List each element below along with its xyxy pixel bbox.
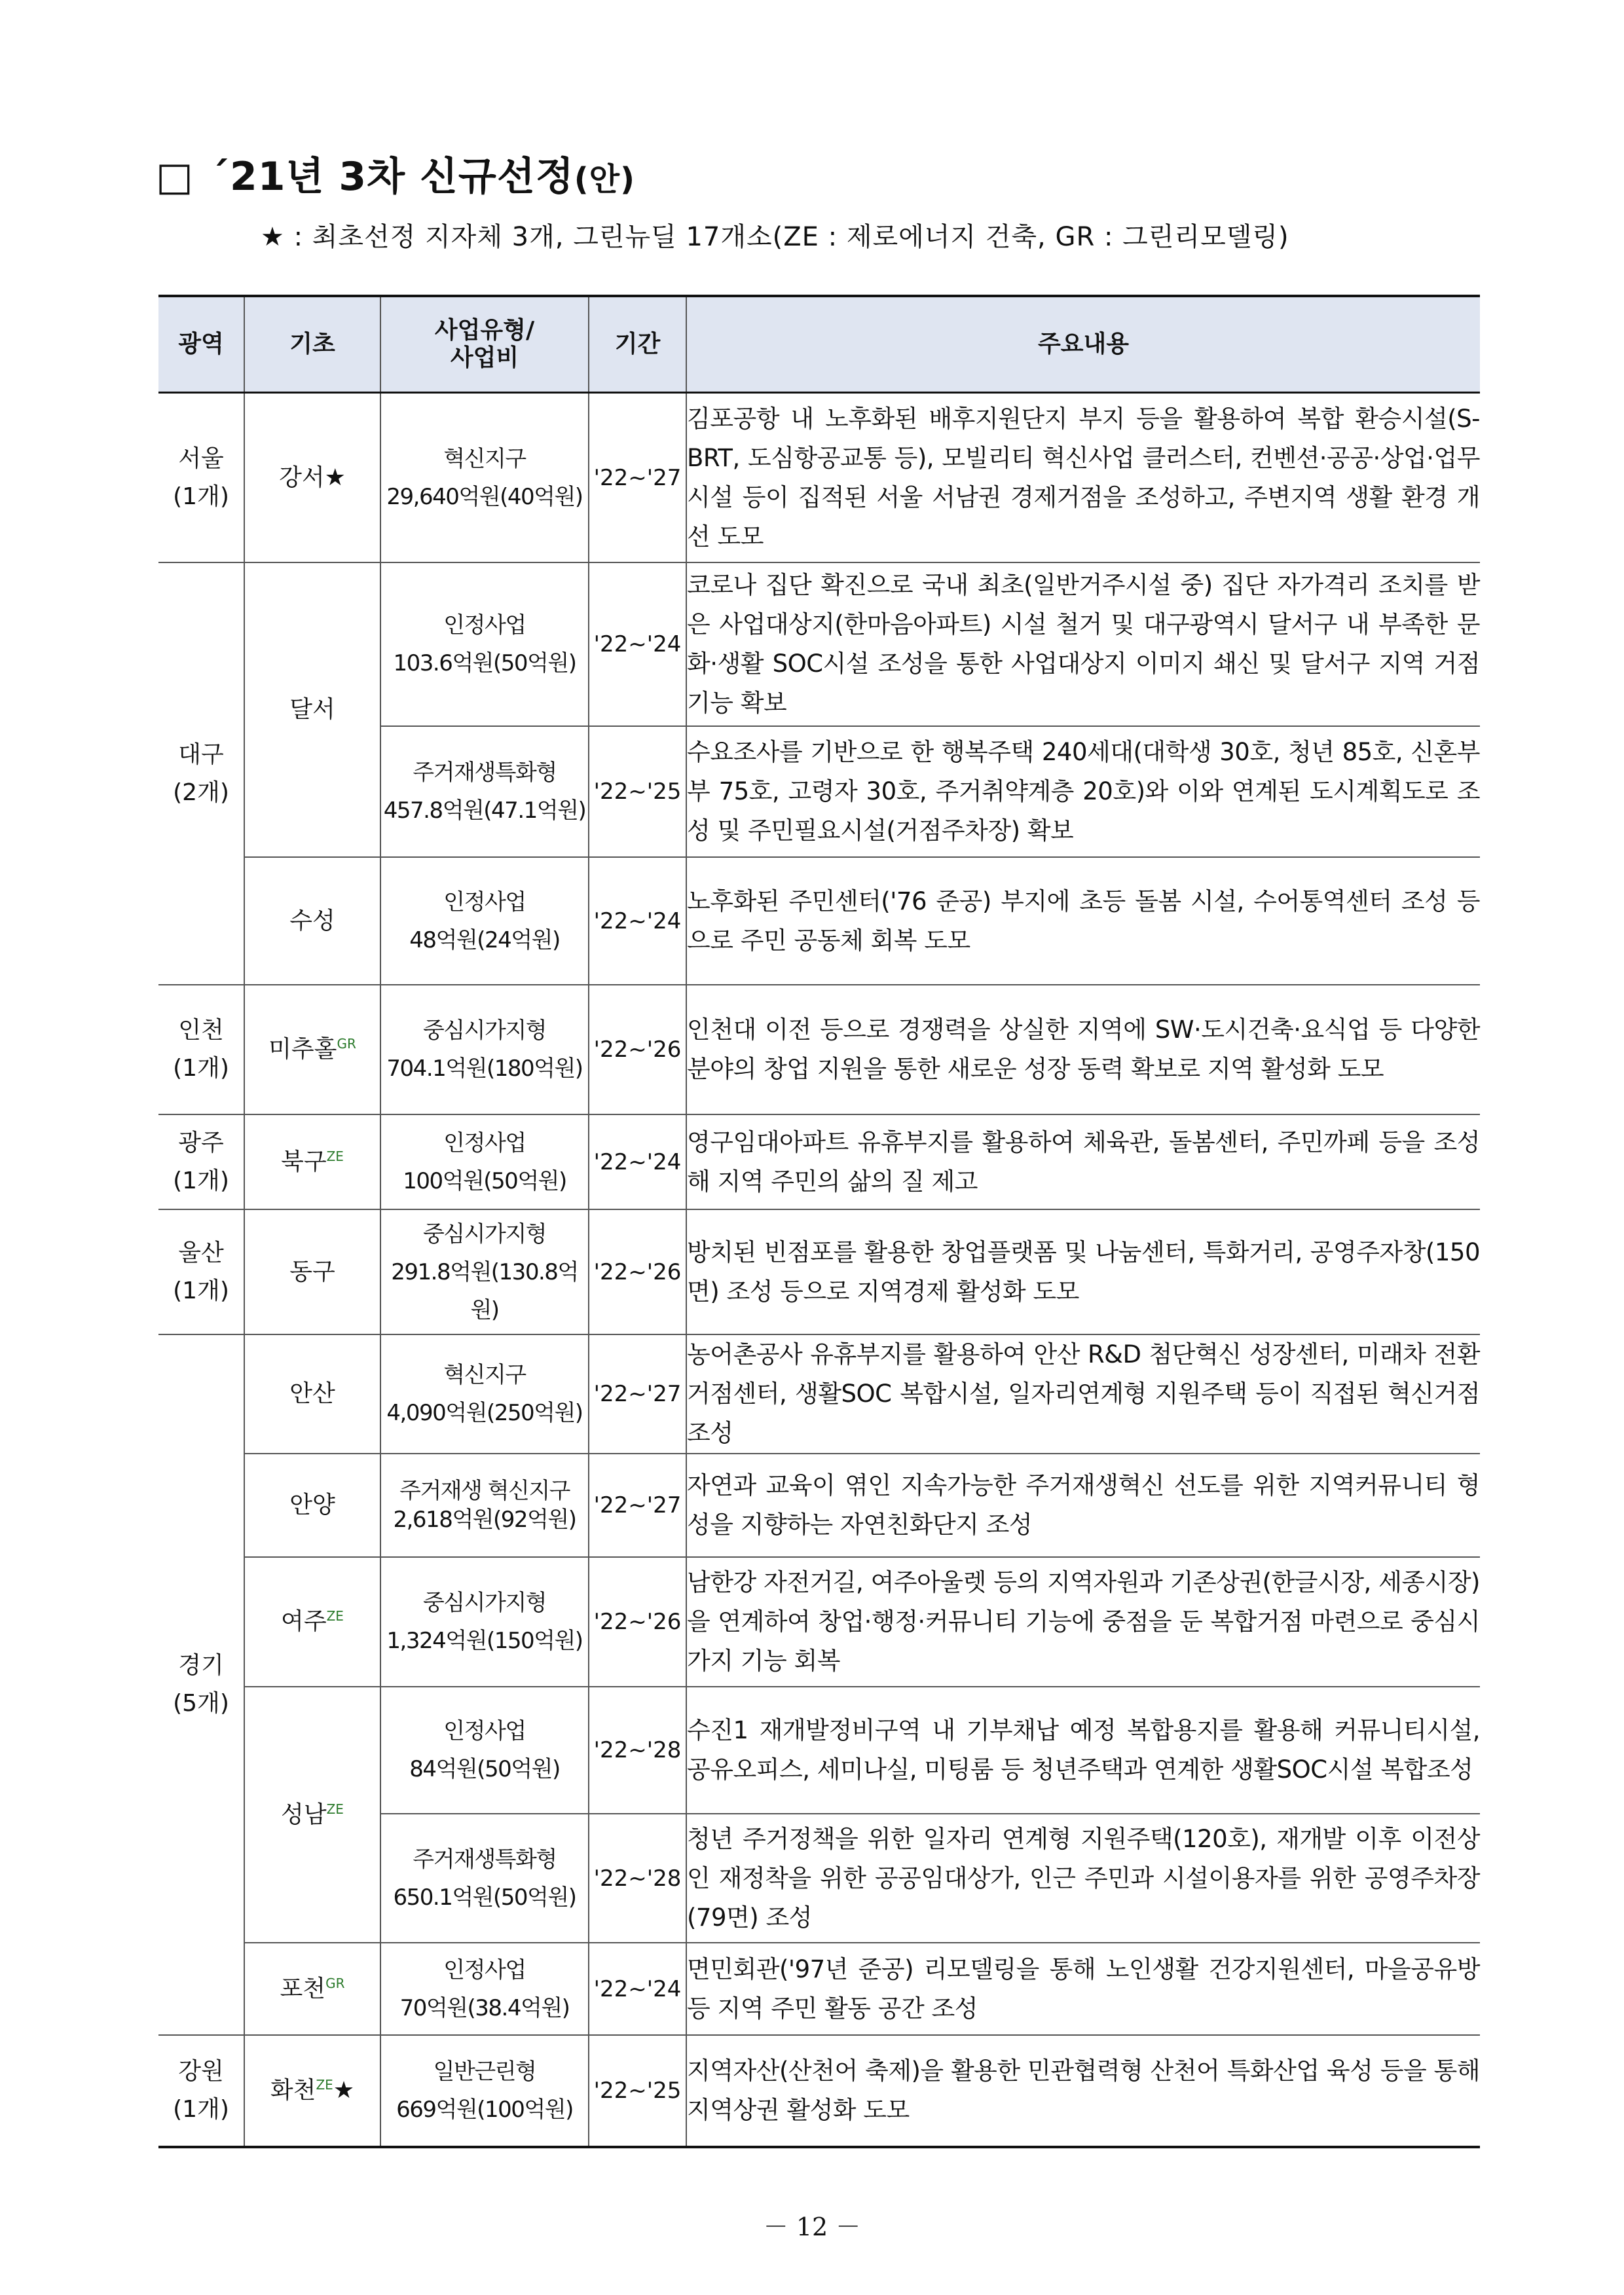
type-cell: 일반근린형 669억원(100억원) [380,2035,589,2147]
checkbox-glyph: □ [156,154,194,200]
table-row [158,1943,1480,2035]
table-row [158,1209,1480,1334]
section-title [156,145,635,202]
city-cell: 미추홀$^{GR}$ [244,985,380,1114]
table-row [158,1334,1480,1454]
table-row [158,857,1480,985]
period-cell: '22~'25 [589,2035,686,2147]
type-cell: 주거재생특화형 650.1억원(50억원) [380,1814,589,1943]
region-cell: 경기 (5개) [158,1334,244,2035]
table-row [158,1114,1480,1209]
table-row [158,985,1480,1114]
period-cell: '22~'28 [589,1814,686,1943]
content-cell: 수진1 재개발정비구역 내 기부채납 예정 복합용지를 활용해 커뮤니티시설, 공유오피스, 세미나실, 미팅룸 등 청년주택과 연계한 생활SOC시설 복합조성 [686,1687,1480,1814]
type-cell: 중심시가지형 704.1억원(180억원) [380,985,589,1114]
period-cell: '22~'28 [589,1687,686,1814]
content-cell: 면민회관('97년 준공) 리모델링을 통해 노인생활 건강지원센터, 마을공유방 등 지역 주민 활동 공간 조성 [686,1943,1480,2035]
type-cell: 중심시가지형 291.8억원(130.8억원) [380,1209,589,1334]
content-cell: 영구임대아파트 유휴부지를 활용하여 체육관, 돌봄센터, 주민까페 등을 조성해 지역 주민의 삶의 질 제고 [686,1114,1480,1209]
header-type-line2: 사업비 [450,344,519,371]
content-cell: 수요조사를 기반으로 한 행복주택 240세대(대학생 30호, 청년 85호, 신혼부부 75호, 고령자 30호, 주거취약계층 20호)와 이와 연계된 도시계획도로 조성 및 주민필요시설(거점주차장) 확보 [686,726,1480,857]
green-tag: GR [337,1036,356,1052]
content-cell: 방치된 빈점포를 활용한 창업플랫폼 및 나눔센터, 특화거리, 공영주자창(150면) 조성 등으로 지역경제 활성화 도모 [686,1209,1480,1334]
city-cell: 북구$^{ZE}$ [244,1114,380,1209]
content-cell: 코로나 집단 확진으로 국내 최초(일반거주시설 중) 집단 자가격리 조치를 받은 사업대상지(한마음아파트) 시설 철거 및 대구광역시 달서구 내 부족한 문화·생활 SOC시설 조성을 통한 사업대상지 이미지 쇄신 및 달서구 지역 거점기능 확보 [686,562,1480,726]
title-suffix: (안) [574,161,636,198]
green-tag: ZE [326,1608,344,1624]
period-cell: '22~'26 [589,1557,686,1687]
type-cell: 인정사업 100억원(50억원) [380,1114,589,1209]
star-mark: ★ [333,2077,355,2104]
table-row [158,1557,1480,1687]
header-content: 주요내용 [686,296,1480,393]
content-cell: 노후화된 주민센터('76 준공) 부지에 초등 돌봄 시설, 수어통역센터 조성 등으로 주민 공동체 회복 도모 [686,857,1480,985]
city-cell: 안산 [244,1334,380,1454]
city-cell: 안양 [244,1454,380,1557]
star-mark: ★ [324,464,346,491]
content-cell: 인천대 이전 등으로 경쟁력을 상실한 지역에 SW·도시건축·요식업 등 다양한 분야의 창업 지원을 통한 새로운 성장 동력 확보로 지역 활성화 도모 [686,985,1480,1114]
period-cell: '22~'27 [589,1454,686,1557]
legend-note: ★ : 최초선정 지자체 3개, 그린뉴딜 17개소(ZE : 제로에너지 건축, GR : 그린리모델링) [261,222,1289,252]
type-cell: 인정사업 48억원(24억원) [380,857,589,985]
content-cell: 자연과 교육이 엮인 지속가능한 주거재생혁신 선도를 위한 지역커뮤니티 형성을 지향하는 자연친화단지 조성 [686,1454,1480,1557]
city-cell: 수성 [244,857,380,985]
page-number: － 12 － [763,2212,861,2241]
city-cell: 달서 [244,562,380,857]
period-cell: '22~'26 [589,985,686,1114]
type-cell: 인정사업 70억원(38.4억원) [380,1943,589,2035]
period-cell: '22~'27 [589,393,686,563]
region-cell: 울산 (1개) [158,1209,244,1334]
green-tag: GR [325,1975,345,1991]
period-cell: '22~'27 [589,1334,686,1454]
type-cell: 주거재생 혁신지구 2,618억원(92억원) [380,1454,589,1557]
city-cell: 동구 [244,1209,380,1334]
city-cell: 강서★ [244,393,380,563]
green-tag: ZE [316,2077,333,2093]
content-cell: 남한강 자전거길, 여주아울렛 등의 지역자원과 기존상권(한글시장, 세종시장)을 연계하여 창업·행정·커뮤니티 기능에 중점을 둔 복합거점 마련으로 중심시가지 기능 회복 [686,1557,1480,1687]
city-cell: 여주$^{ZE}$ [244,1557,380,1687]
period-cell: '22~'24 [589,1943,686,2035]
content-cell: 농어촌공사 유휴부지를 활용하여 안산 R&D 첨단혁신 성장센터, 미래차 전환거점센터, 생활SOC 복합시설, 일자리연계형 지원주택 등이 직접된 혁신거점 조성 [686,1334,1480,1454]
header-region: 광역 [158,296,244,393]
type-cell: 혁신지구 4,090억원(250억원) [380,1334,589,1454]
region-cell: 강원 (1개) [158,2035,244,2147]
type-cell: 인정사업 84억원(50억원) [380,1687,589,1814]
green-tag: ZE [326,1801,344,1817]
table-row [158,2035,1480,2147]
type-cell: 혁신지구 29,640억원(40억원) [380,393,589,563]
table-row [158,393,1480,563]
period-cell: '22~'26 [589,1209,686,1334]
green-tag: ZE [326,1148,344,1164]
city-cell: 성남$^{ZE}$ [244,1687,380,1943]
type-cell: 중심시가지형 1,324억원(150억원) [380,1557,589,1687]
header-city: 기초 [244,296,380,393]
table-row [158,562,1480,726]
header-type [380,296,589,393]
content-cell: 김포공항 내 노후화된 배후지원단지 부지 등을 활용하여 복합 환승시설(S-BRT, 도심항공교통 등), 모빌리티 혁신사업 클러스터, 컨벤션·공공·상업·업무 시설 등이 집적된 서울 서남권 경제거점을 조성하고, 주변지역 생활 환경 개선 도모 [686,393,1480,563]
type-cell: 주거재생특화형 457.8억원(47.1억원) [380,726,589,857]
region-cell: 대구 (2개) [158,562,244,985]
region-cell: 인천 (1개) [158,985,244,1114]
period-cell: '22~'24 [589,562,686,726]
selection-table [158,295,1480,2148]
header-row [158,296,1480,393]
region-cell: 광주 (1개) [158,1114,244,1209]
header-period: 기간 [589,296,686,393]
content-cell: 청년 주거정책을 위한 일자리 연계형 지원주택(120호), 재개발 이후 이전상인 재정착을 위한 공공임대상가, 인근 주민과 시설이용자를 위한 공영주차장(79면) 조성 [686,1814,1480,1943]
type-cell: 인정사업 103.6억원(50억원) [380,562,589,726]
title-text: ´21년 3차 신규선정 [210,154,574,200]
table-row [158,1454,1480,1557]
city-cell: 화천$^{ZE}$★ [244,2035,380,2147]
region-cell: 서울 (1개) [158,393,244,563]
period-cell: '22~'25 [589,726,686,857]
table-row [158,1687,1480,1814]
city-cell: 포천$^{GR}$ [244,1943,380,2035]
period-cell: '22~'24 [589,1114,686,1209]
content-cell: 지역자산(산천어 축제)을 활용한 민관협력형 산천어 특화산업 육성 등을 통해 지역상권 활성화 도모 [686,2035,1480,2147]
period-cell: '22~'24 [589,857,686,985]
header-type-line1: 사업유형/ [434,317,535,344]
